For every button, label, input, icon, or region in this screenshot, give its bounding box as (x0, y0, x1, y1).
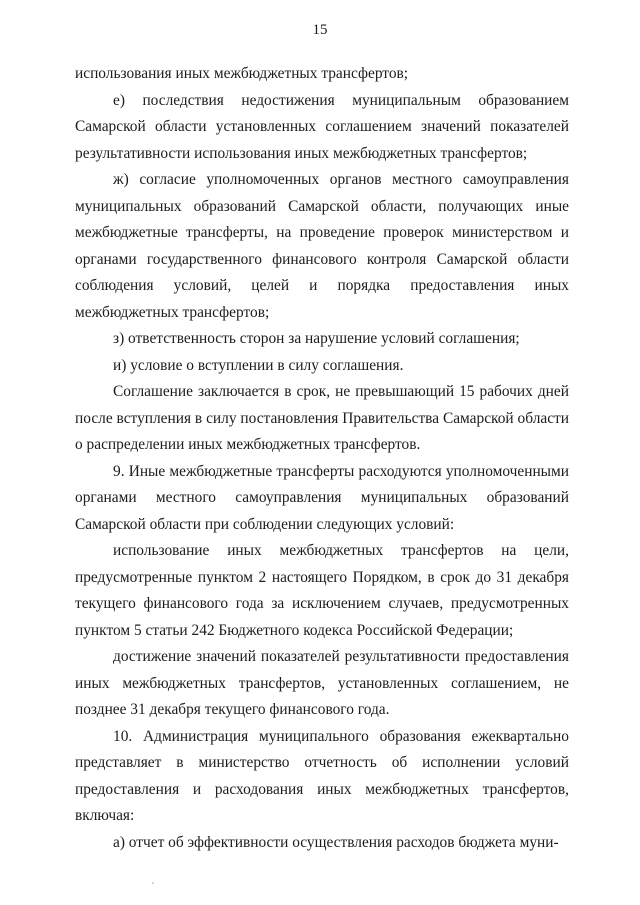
paragraph-item-z: з) ответственность сторон за нарушение условий соглашения; (113, 330, 520, 347)
paragraph-item-a: а) отчет об эффективности осуществления расходов бюджета муни- (113, 833, 559, 851)
paragraph-section-9: 9. Иные межбюджетные трансферты расходуются уполномоченными органами местного самоуправления муниципальных образований Самарской области при соблюдении следующих условий: (75, 462, 569, 533)
paragraph-item-e: е) последствия недостижения муниципальным образованием Самарской области установленных соглашением значений показателей результативности использования иных межбюджетных трансфертов; (75, 91, 569, 162)
paragraph-item-zh: ж) согласие уполномоченных органов местного самоуправления муниципальных образований Самарской области, получающих иные межбюджетные трансферты, на проведение проверок министерством и органами государственного финансового контроля Самарской области соблюдения условий, целей и порядка предоставления иных межбюджетных трансфертов; (75, 171, 569, 321)
paragraph-item-i: и) условие о вступлении в силу соглашения. (113, 356, 404, 374)
paragraph-continuation: использования иных межбюджетных трансфертов; (75, 65, 409, 82)
paragraph-condition-use: использование иных межбюджетных трансфертов на цели, предусмотренные пунктом 2 настоящего Порядком, в срок до 31 декабря текущего финансового года за исключением случаев, предусмотренных пунктом 5 статьи 242 Бюджетного кодекса Российской Федерации; (75, 542, 569, 639)
scan-speck (152, 882, 154, 884)
page-number: 15 (312, 22, 328, 38)
paragraph-condition-results: достижение значений показателей результативности предоставления иных межбюджетных трансфертов, установленных соглашением, не позднее 31 декабря текущего финансового года. (75, 648, 569, 718)
paragraph-section-10: 10. Администрация муниципального образования ежеквартально представляет в министерство отчетность об исполнении условий предоставления и расходования иных межбюджетных трансфертов, включая: (75, 727, 569, 824)
document-body (75, 61, 569, 856)
paragraph-agreement-term: Соглашение заключается в срок, не превышающий 15 рабочих дней после вступления в силу постановления Правительства Самарской области о распределении иных межбюджетных трансфертов. (75, 383, 569, 453)
